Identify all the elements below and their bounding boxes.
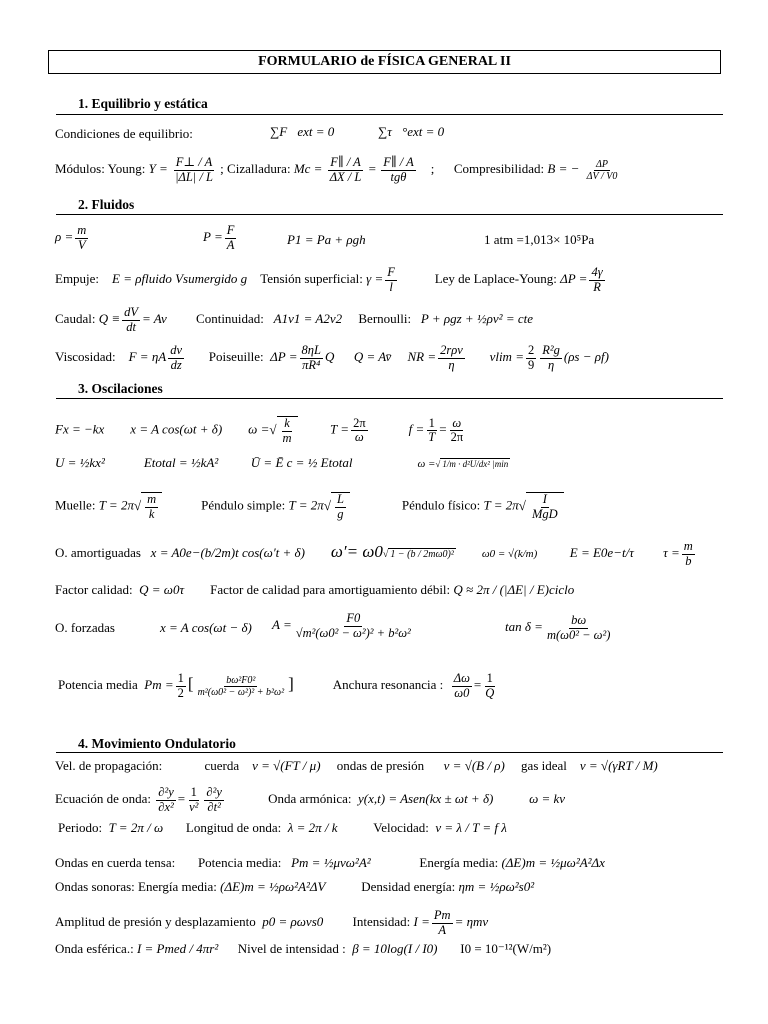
semicolon: ; [430,161,435,177]
section-heading-fluidos: 2. Fluidos [78,197,135,212]
forced-eq: x = A cos(ωt − δ) [160,620,252,635]
section-rule [56,398,723,399]
page-title: FORMULARIO de FÍSICA GENERAL II [48,50,721,74]
cond-label: Condiciones de equilibrio: [55,126,193,141]
ciz-frac-2: $\frac{F\parallel / A}{\text{tgθ}}$ [383,155,414,184]
energy-row: U = ½kx² Etotal = ½kA² Ū = Ē c = ½ Etotal ω =√ 1/m · d²U/dx² |min [55,455,509,470]
comp-label: Compresibilidad: [453,161,545,177]
atm-conversion: 1 atm =1,013× 10⁵Pa [484,232,595,247]
section-heading-ondulatorio: 4. Movimiento Ondulatorio [78,736,236,751]
caudal-row: Caudal: Q ≡ $\frac{dV}{dt}$ = Av Continuidad: A1v1 = A2v2 Bernoulli: P + ρgz + ½ρv² = cte [55,305,533,334]
oscillation-basics-row: Fx = −kx x = A cos(ωt + δ) ω =√ $\frac{k}{m}$ T = $\frac{2\pi}{\omega}$ f = $\frac{1}{T}$ = $\frac{\omega}{2\pi}$ [55,415,464,445]
damped-row: O. amortiguadas x = A0e−(b/2m)t cos(ω′t + δ) ω′= ω0√ 1 − (b / 2mω0)² ω0 = √(k/m) E = E0e−t/τ τ = $\frac{m}{b}$ [55,539,693,568]
section-heading-oscilaciones: 3. Oscilaciones [78,381,163,396]
comp-frac: $\frac{\Delta P}{\Delta V / V0}$ [586,158,618,182]
section-rule [56,114,723,115]
young-lhs: Y = [148,161,168,177]
ciz-frac-1: $\frac{F\parallel / A}{\Delta X / L}$ [329,155,362,184]
propagation-row: Vel. de propagación: cuerda v = √(FT / μ) ondas de presión v = √(B / ρ) gas ideal v = √(γRT / M) [55,758,658,773]
young-frac: $\frac{F\perp / A}{|\Delta L| / L}$ [175,155,213,184]
empuje-row: Empuje: E = ρfluido Vsumergido g Tensión superficial: γ = $\frac{F}{l}$ Ley de Laplace-Young: ΔP = $\frac{4\gamma}{R}$ [55,265,603,294]
string-waves-row: Ondas en cuerda tensa: Potencia media: Pm = ½μvω²A² Energía media: (ΔE)m = ½μω²A²Δx [55,855,605,870]
forced-label: O. forzadas [55,620,115,635]
wave-equation-row: Ecuación de onda: $\frac{\text{∂²y}}{\text{∂x²}}$ = $\frac{1}{\text{v²}}$ $\frac{\text{∂²y}}{\text{∂t²}}$ Onda armónica: y(x,t) = Asen(kx ± ωt + δ) ω = kv [55,785,566,814]
modulos-row: Módulos: Young: Y = $\frac{F\perp / A}{|\Delta L| / L}$ ; Cizalladura: Mc = $\frac{F\parallel / A}{\Delta X / L}$ = $\frac{F\parallel / A}{\text{tgθ}}$ ; Compresibilidad: B = − $\frac{\Delta P}{\Delta V / V0}$ [55,155,618,184]
forced-phase: tan δ = $\frac{b\omega}{\text{m(ω0² − ω²)}}$ [505,613,611,642]
sound-waves-row: Ondas sonoras: Energía media: (ΔE)m = ½ρω²A²ΔV Densidad energía: ηm = ½ρω²s0² [55,879,535,894]
cond-force: ∑F⃗ext = 0 [270,124,335,139]
pressure-formula: P = $\frac{F}{A}$ [203,223,235,252]
ciz-lhs: Mc = [293,161,323,177]
section-rule [56,752,723,753]
ciz-label: ; Cizalladura: [220,161,291,177]
section-heading-equilibrio: 1. Equilibrio y estática [78,96,208,111]
section-rule [56,214,723,215]
periods-row: Muelle: T = 2π√ $\frac{m}{k}$ Péndulo simple: T = 2π√ $\frac{L}{g}$ Péndulo físico: T = 2π√ $\frac{I}{\text{MgD}}$ [55,492,564,522]
spherical-wave-row: Onda esférica.: I = Pmed / 4πr² Nivel de intensidad : β = 10log(I / I0) I0 = 10⁻¹²(W/m²) [55,941,552,956]
mod-label: Módulos: Young: [55,161,146,177]
comp-lhs: B = − [547,161,580,177]
pressure-amplitude-row: Amplitud de presión y desplazamiento p0 = ρωvs0 Intensidad: I = $\frac{Pm}{A}$ = ηmv [55,908,489,937]
quality-row: Factor calidad: Q = ω0τ Factor de calidad para amortiguamiento débil: Q ≈ 2π / (|ΔE| / E)ciclo [55,582,575,597]
power-row: Potencia media Pm = $\frac{1}{2}$ [ $\frac{\text{bω²F0²}}{\text{m²(ω0² − ω²)² + b²ω²}}$ ] Anchura resonancia : $\frac{\Delta\omega}{\omega 0}$ = $\frac{1}{Q}$ [58,671,495,700]
hydrostatic-formula: P1 = Pa + ρgh [287,232,366,247]
density-formula: ρ = $\frac{m}{V}$ [55,223,87,252]
cond-torque: ∑τ⃗°ext = 0 [378,124,445,139]
period-row: Periodo: T = 2π / ω Longitud de onda: λ = 2π / k Velocidad: v = λ / T = f λ [58,820,507,835]
forced-amplitude: A = $\frac{F0}{\text{√m²(ω0² − ω²)² + b²ω²}}$ [272,611,411,640]
viscosidad-row: Viscosidad: F = ηA $\frac{dv}{dz}$ Poiseuille: ΔP = $\frac{8\eta L}{\text{πR⁴}}$ Q Q = Av̄ NR = $\frac{\text{2rρv}}{\eta}$ vlim = $\frac{2}{9}$ $\frac{\text{R²g}}{\eta}$ (ρs − ρf) [55,343,609,372]
